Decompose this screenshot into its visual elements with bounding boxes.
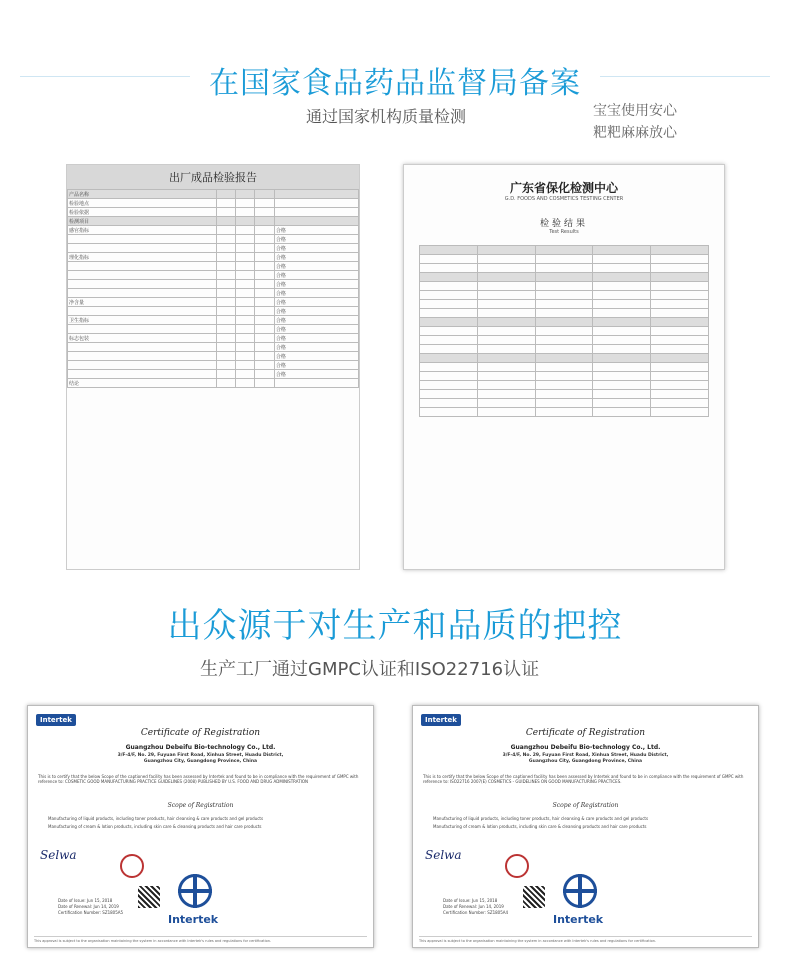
result-cell: 合格 bbox=[274, 244, 358, 253]
cert-scope-title: Scope of Registration bbox=[167, 802, 234, 809]
result-cell: 合格 bbox=[274, 343, 358, 352]
cert-scope-line1: Manufacturing of liquid products, including toner products, hair cleansing & care products and gel products bbox=[433, 816, 649, 821]
intertek-logo: Intertek bbox=[36, 714, 76, 726]
result-cell: 合格 bbox=[274, 280, 358, 289]
cert-address-line2: Guangzhou City, Guangdong Province, China bbox=[143, 759, 258, 764]
report-b-org-en: G.D. FOODS AND COSMETICS TESTING CENTER bbox=[504, 196, 624, 202]
result-cell: 合格 bbox=[274, 289, 358, 298]
cert-number: Certification Number: SZ1805A5 bbox=[58, 910, 124, 915]
report-a-heading: 出厂成品检验报告 bbox=[67, 165, 359, 189]
result-cell: 合格 bbox=[274, 262, 358, 271]
report-b-table bbox=[419, 245, 709, 417]
iso22716-certificate bbox=[412, 705, 759, 948]
section1-title: 在国家食品药品监督局备案 bbox=[209, 66, 581, 101]
cert-issue-date: Date of Issue: Jun 15, 2018 bbox=[443, 898, 498, 903]
cert-brand: Intertek bbox=[553, 913, 604, 926]
result-cell: 合格 bbox=[274, 316, 358, 325]
cert-renewal-date: Date of Renewal: Jun 14, 2019 bbox=[58, 904, 119, 909]
report-a-row-label: 净含量 bbox=[68, 298, 217, 307]
cert-dates bbox=[443, 898, 508, 916]
cert-address bbox=[413, 753, 758, 765]
cert-title: Certificate of Registration bbox=[140, 728, 261, 738]
cert-footer: This approval is subject to the organisation maintaining the system in accordance with Intertek's rules and regulations for certification. bbox=[419, 936, 752, 943]
result-cell: 合格 bbox=[274, 352, 358, 361]
report-a-row-label: 检验地点 bbox=[68, 199, 217, 208]
intertek-logo: Intertek bbox=[421, 714, 461, 726]
cert-title: Certificate of Registration bbox=[525, 728, 646, 738]
cert-company: Guangzhou Debeifu Bio-technology Co., Ltd. bbox=[510, 744, 661, 751]
cert-renewal-date: Date of Renewal: Jun 14, 2019 bbox=[443, 904, 504, 909]
cert-address-line2: Guangzhou City, Guangdong Province, China bbox=[528, 759, 643, 764]
result-cell: 合格 bbox=[274, 334, 358, 343]
signature: Selwa bbox=[425, 848, 462, 862]
result-cell: 合格 bbox=[274, 226, 358, 235]
report-a-row-label: 标志包装 bbox=[68, 334, 217, 343]
report-a-row-label: 结论 bbox=[68, 379, 217, 388]
result-cell: 合格 bbox=[274, 325, 358, 334]
report-a-row-label: 卫生指标 bbox=[68, 316, 217, 325]
cert-statement: This is to certify that the below Scope of the captioned facility has been assessed by Intertek and found to be in compliance with the requirement of GMPC with reference to: COSMETIC GOOD MANUFACTURING PRACTICE GUIDELINES (2008) PUBLISHED BY U.S. FOOD AND DRUG ADMINISTRATION bbox=[38, 774, 359, 784]
cert-scope-title: Scope of Registration bbox=[552, 802, 619, 809]
qr-code bbox=[138, 886, 160, 908]
result-cell: 合格 bbox=[274, 235, 358, 244]
result-cell: 合格 bbox=[274, 370, 358, 379]
cert-issue-date: Date of Issue: Jun 15, 2018 bbox=[58, 898, 113, 903]
gmpc-certificate bbox=[27, 705, 374, 948]
factory-inspection-report bbox=[66, 164, 360, 570]
signature: Selwa bbox=[40, 848, 77, 862]
cert-dates bbox=[58, 898, 123, 916]
report-a-row-label: 产品名称 bbox=[68, 190, 217, 199]
cert-address bbox=[28, 753, 373, 765]
report-b-title-en: Test Results bbox=[549, 229, 579, 235]
section2-subtitle: 生产工厂通过GMPC认证和ISO22716认证 bbox=[200, 659, 540, 680]
intertek-globe-icon bbox=[563, 874, 597, 908]
result-cell: 合格 bbox=[274, 253, 358, 262]
cert-scope-line2: Manufacturing of cream & lotion products, including skin care & cleansing products and hair care products bbox=[48, 824, 262, 829]
cert-scope-line2: Manufacturing of cream & lotion products, including skin care & cleansing products and hair care products bbox=[433, 824, 647, 829]
slogan-line1: 宝宝使用安心 bbox=[593, 103, 677, 119]
report-a-row-label: 检测项目 bbox=[68, 217, 217, 226]
cert-footer: This approval is subject to the organisation maintaining the system in accordance with Intertek's rules and regulations for certification. bbox=[34, 936, 367, 943]
cert-number: Certification Number: SZ1805A4 bbox=[443, 910, 509, 915]
report-a-table bbox=[67, 189, 359, 388]
cert-address-line1: 3/F-4/F, No. 29, Fuyuan First Road, Xinhua Street, Huadu District, bbox=[117, 753, 284, 758]
guangdong-test-report bbox=[403, 164, 725, 570]
cert-scope-line1: Manufacturing of liquid products, including toner products, hair cleansing & care products and gel products bbox=[48, 816, 264, 821]
intertek-globe-icon bbox=[178, 874, 212, 908]
result-cell: 合格 bbox=[274, 298, 358, 307]
result-cell: 合格 bbox=[274, 361, 358, 370]
seal-icon bbox=[505, 854, 529, 878]
slogan-line2: 粑粑麻麻放心 bbox=[593, 125, 677, 141]
report-a-row-label: 理化指标 bbox=[68, 253, 217, 262]
report-b-org: 广东省保化检测中心 bbox=[509, 181, 618, 195]
result-cell: 合格 bbox=[274, 271, 358, 280]
report-a-row-label: 感官指标 bbox=[68, 226, 217, 235]
cert-brand: Intertek bbox=[168, 913, 219, 926]
cert-company: Guangzhou Debeifu Bio-technology Co., Ltd. bbox=[125, 744, 276, 751]
cert-address-line1: 3/F-4/F, No. 29, Fuyuan First Road, Xinhua Street, Huadu District, bbox=[502, 753, 669, 758]
result-cell: 合格 bbox=[274, 307, 358, 316]
section2-title: 出众源于对生产和品质的把控 bbox=[167, 606, 623, 646]
cert-statement: This is to certify that the below Scope of the captioned facility has been assessed by Intertek and found to be in compliance with the requirement of GMPC with reference to: ISO22716 2007(E) COSMETICS - GUIDELINES ON GOOD MANUFACTURING PRACTICES. bbox=[423, 774, 744, 784]
section1-subtitle: 通过国家机构质量检测 bbox=[306, 107, 467, 126]
report-a-row-label: 检验依据 bbox=[68, 208, 217, 217]
qr-code bbox=[523, 886, 545, 908]
report-b-title: 检验结果 bbox=[539, 219, 588, 229]
seal-icon bbox=[120, 854, 144, 878]
